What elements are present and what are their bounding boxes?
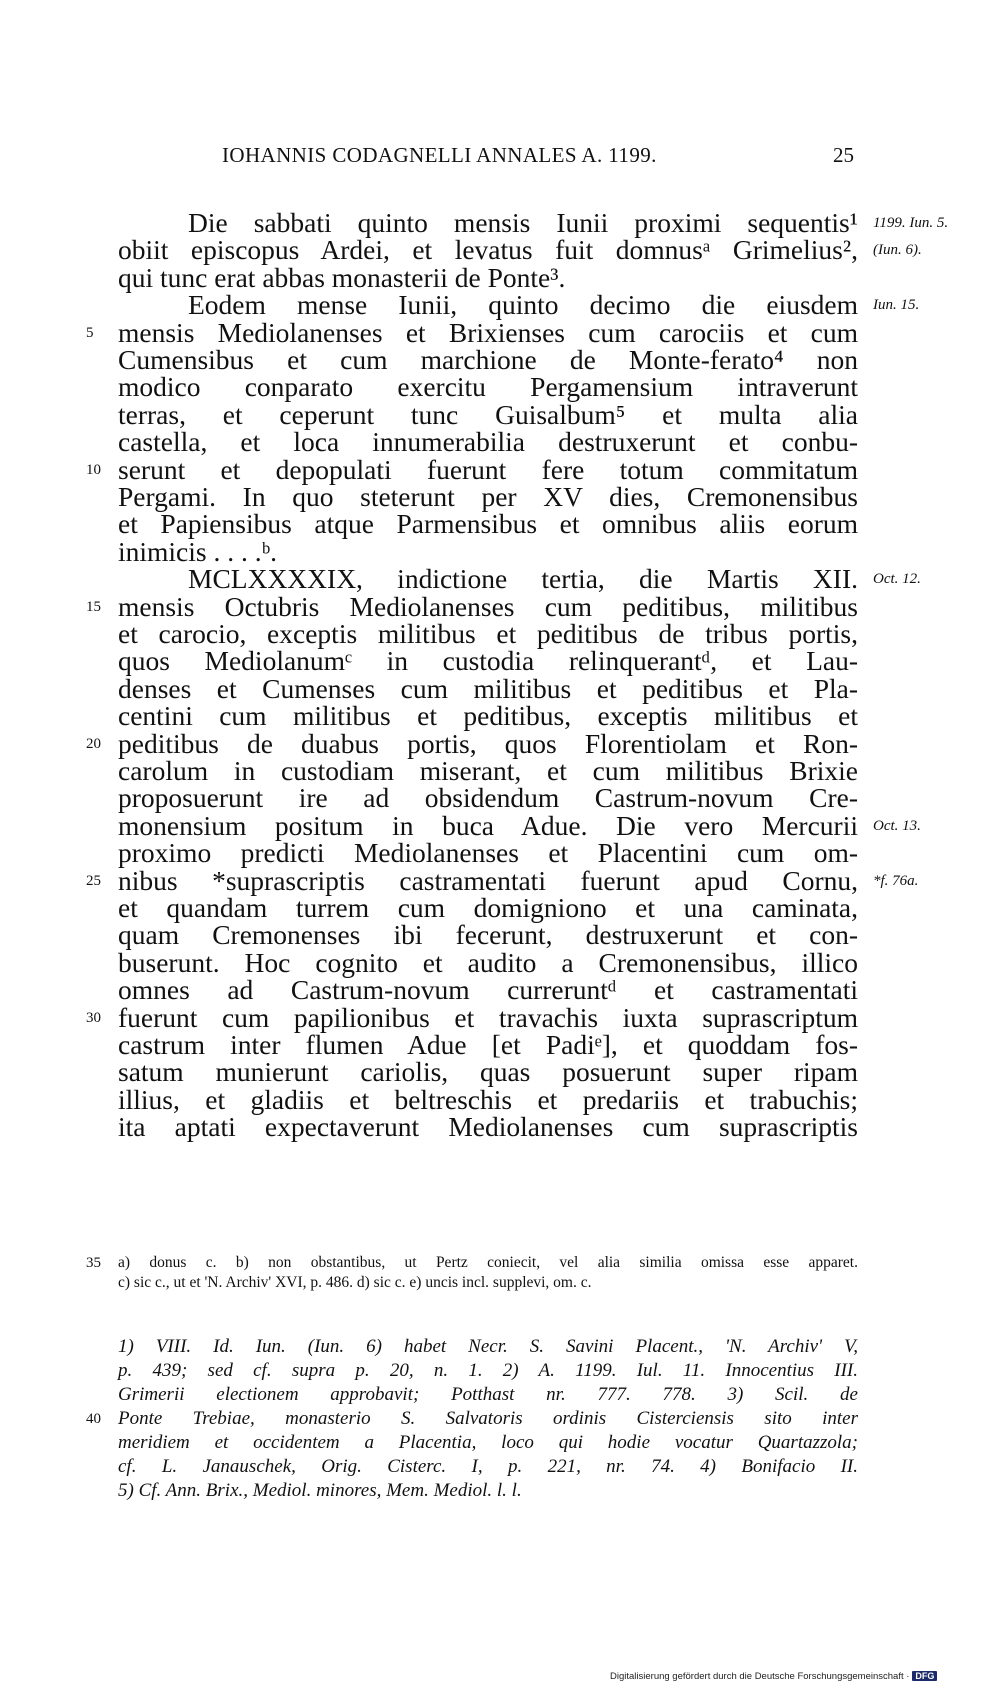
line-number: 15 [86, 598, 101, 615]
line-text: et Papiensibus atque Parmensibus et omnibus aliis eorum [118, 508, 858, 540]
line-text: fuerunt cum papilionibus et travachis iuxta suprascriptum [118, 1001, 858, 1033]
footnote-text: 1) VIII. Id. Iun. (Iun. 6) habet Necr. S. Savini Placent., 'N. Archiv' V, [118, 1336, 858, 1357]
marginal-date: *f. 76a. [873, 872, 919, 889]
text-line [0, 920, 1000, 950]
page-number: 25 [833, 143, 854, 167]
footnote-text: meridiem et occidentem a Placentia, loco qui hodie vocatur Quartazzola; [118, 1432, 858, 1453]
line-text: serunt et depopulati fuerunt fere totum commitatum [118, 453, 858, 485]
marginal-date: Oct. 13. [873, 817, 921, 834]
apparatus-text: a) donus c. b) non obstantibus, ut Pertz coniecit, vel alia similia omissa esse apparet. [118, 1254, 858, 1271]
line-text: proposuerunt ire ad obsidendum Castrum-novum Cre- [118, 782, 858, 814]
line-number: 40 [86, 1411, 101, 1427]
line-text: carolum in custodiam miserant, et cum militibus Brixie [118, 755, 858, 786]
line-text: et quandam turrem cum domigniono et una caminata, [118, 892, 858, 923]
footnote-text: cf. L. Janauschek, Orig. Cisterc. I, p. 221, nr. 74. 4) Bonifacio II. [118, 1456, 858, 1477]
line-text: Eodem mense Iunii, quinto decimo die eiusdem [188, 289, 858, 321]
line-text: Die sabbati quinto mensis Iunii proximi sequentis¹ [188, 207, 858, 238]
text-line [0, 235, 1000, 265]
apparatus-line [0, 1253, 1000, 1273]
line-text: castella, et loca innumerabilia destruxerunt et conbu- [118, 426, 858, 458]
footnote-line [0, 1359, 1000, 1383]
running-header [0, 143, 1000, 173]
line-text: MCLXXXXIX, indictione tertia, die Martis XII. [188, 563, 858, 595]
line-text: et carocio, exceptis militibus et peditibus de tribus portis, [118, 618, 858, 649]
text-line [0, 509, 1000, 539]
footnote-line [0, 1431, 1000, 1455]
line-text: proximo predicti Mediolanenses et Placentini cum om- [118, 837, 858, 869]
text-line [0, 290, 1000, 320]
line-text: obiit episcopus Ardei, et levatus fuit domnusᵃ Grimelius², [118, 234, 858, 266]
digitization-credit [610, 1671, 937, 1682]
line-text: quos Mediolanumᶜ in custodia relinquerantᵈ, et Lau- [118, 645, 858, 677]
line-text: Cumensibus et cum marchione de Monte-ferato⁴ non [118, 344, 858, 375]
line-text: qui tunc erat abbas monasterii de Ponte³. [118, 261, 566, 293]
line-text: satum munierunt cariolis, quas posuerunt super ripam [118, 1056, 858, 1088]
line-number: 10 [86, 461, 101, 478]
footnote-text: Ponte Trebiae, monasterio S. Salvatoris ordinis Cisterciensis sito inter [118, 1408, 858, 1429]
line-number: 35 [86, 1255, 101, 1271]
line-text: terras, et ceperunt tunc Guisalbum⁵ et multa alia [118, 398, 858, 430]
line-text: denses et Cumenses cum militibus et peditibus et Pla- [118, 672, 858, 704]
footnote-line [0, 1455, 1000, 1479]
text-line [0, 838, 1000, 868]
line-text: peditibus de duabus portis, quos Florentiolam et Ron- [118, 727, 858, 759]
footnote-line [0, 1335, 1000, 1359]
line-text: mensis Octubris Mediolanenses cum peditibus, militibus [118, 590, 858, 622]
footnote-text: p. 439; sed cf. supra p. 20, n. 1. 2) A. 1199. Iul. 11. Innocentius III. [118, 1360, 858, 1381]
line-text: buserunt. Hoc cognito et audito a Cremonensibus, illico [118, 946, 858, 978]
marginal-date: 1199. Iun. 5. [873, 215, 949, 231]
line-number: 30 [86, 1009, 101, 1026]
line-text: monensium positum in buca Adue. Die vero Mercurii [118, 809, 858, 841]
footnote-text: 5) Cf. Ann. Brix., Mediol. minores, Mem. Mediol. l. l. [118, 1480, 522, 1501]
footnote-line [0, 1479, 1000, 1503]
marginal-date: Oct. 12. [873, 571, 921, 588]
line-text: quam Cremonenses ibi fecerunt, destruxerunt et con- [118, 919, 858, 951]
line-text: omnes ad Castrum-novum curreruntᵈ et castramentati [118, 974, 858, 1006]
apparatus-line [0, 1273, 1000, 1293]
text-line [0, 372, 1000, 402]
marginal-date: Iun. 15. [873, 297, 920, 314]
text-line [0, 564, 1000, 594]
text-line [0, 646, 1000, 676]
footnote-line [0, 1383, 1000, 1407]
text-line [0, 1057, 1000, 1087]
line-text: inimicis . . . .ᵇ. [118, 535, 277, 567]
running-title: IOHANNIS CODAGNELLI ANNALES A. 1199. [222, 143, 657, 167]
line-number: 25 [86, 872, 101, 889]
footnote-text: Grimerii electionem approbavit; Potthast nr. 777. 778. 3) Scil. de [118, 1384, 858, 1405]
footnote-line [0, 1407, 1000, 1431]
line-text: castrum inter flumen Adue [et Padiᵉ], et quoddam fos- [118, 1029, 858, 1060]
digitization-credit-text: Digitalisierung gefördert durch die Deutsche Forschungsgemeinschaft · [610, 1671, 910, 1682]
line-text: mensis Mediolanenses et Brixienses cum carociis et cum [118, 316, 858, 348]
dfg-logo: DFG [912, 1671, 937, 1681]
text-line [0, 701, 1000, 731]
apparatus-text: c) sic c., ut et 'N. Archiv' XVI, p. 486. d) sic c. e) uncis incl. supplevi, om. c. [118, 1274, 592, 1291]
line-text: illius, et gladiis et beltreschis et predariis et trabuchis; [118, 1083, 858, 1115]
text-line [0, 1112, 1000, 1142]
text-line [0, 975, 1000, 1005]
line-text: nibus *suprascriptis castramentati fuerunt apud Cornu, [118, 864, 858, 896]
line-text: modico conparato exercitu Pergamensium intraverunt [118, 371, 858, 403]
line-text: Pergami. In quo steterunt per XV dies, Cremonensibus [118, 481, 858, 512]
line-text: centini cum militibus et peditibus, exceptis militibus et [118, 700, 858, 732]
line-number: 20 [86, 735, 101, 752]
line-number: 5 [86, 324, 94, 341]
marginal-date: (Iun. 6). [873, 242, 922, 259]
text-line [0, 427, 1000, 457]
line-text: ita aptati expectaverunt Mediolanenses cum suprascriptis [118, 1111, 858, 1143]
text-line [0, 783, 1000, 813]
